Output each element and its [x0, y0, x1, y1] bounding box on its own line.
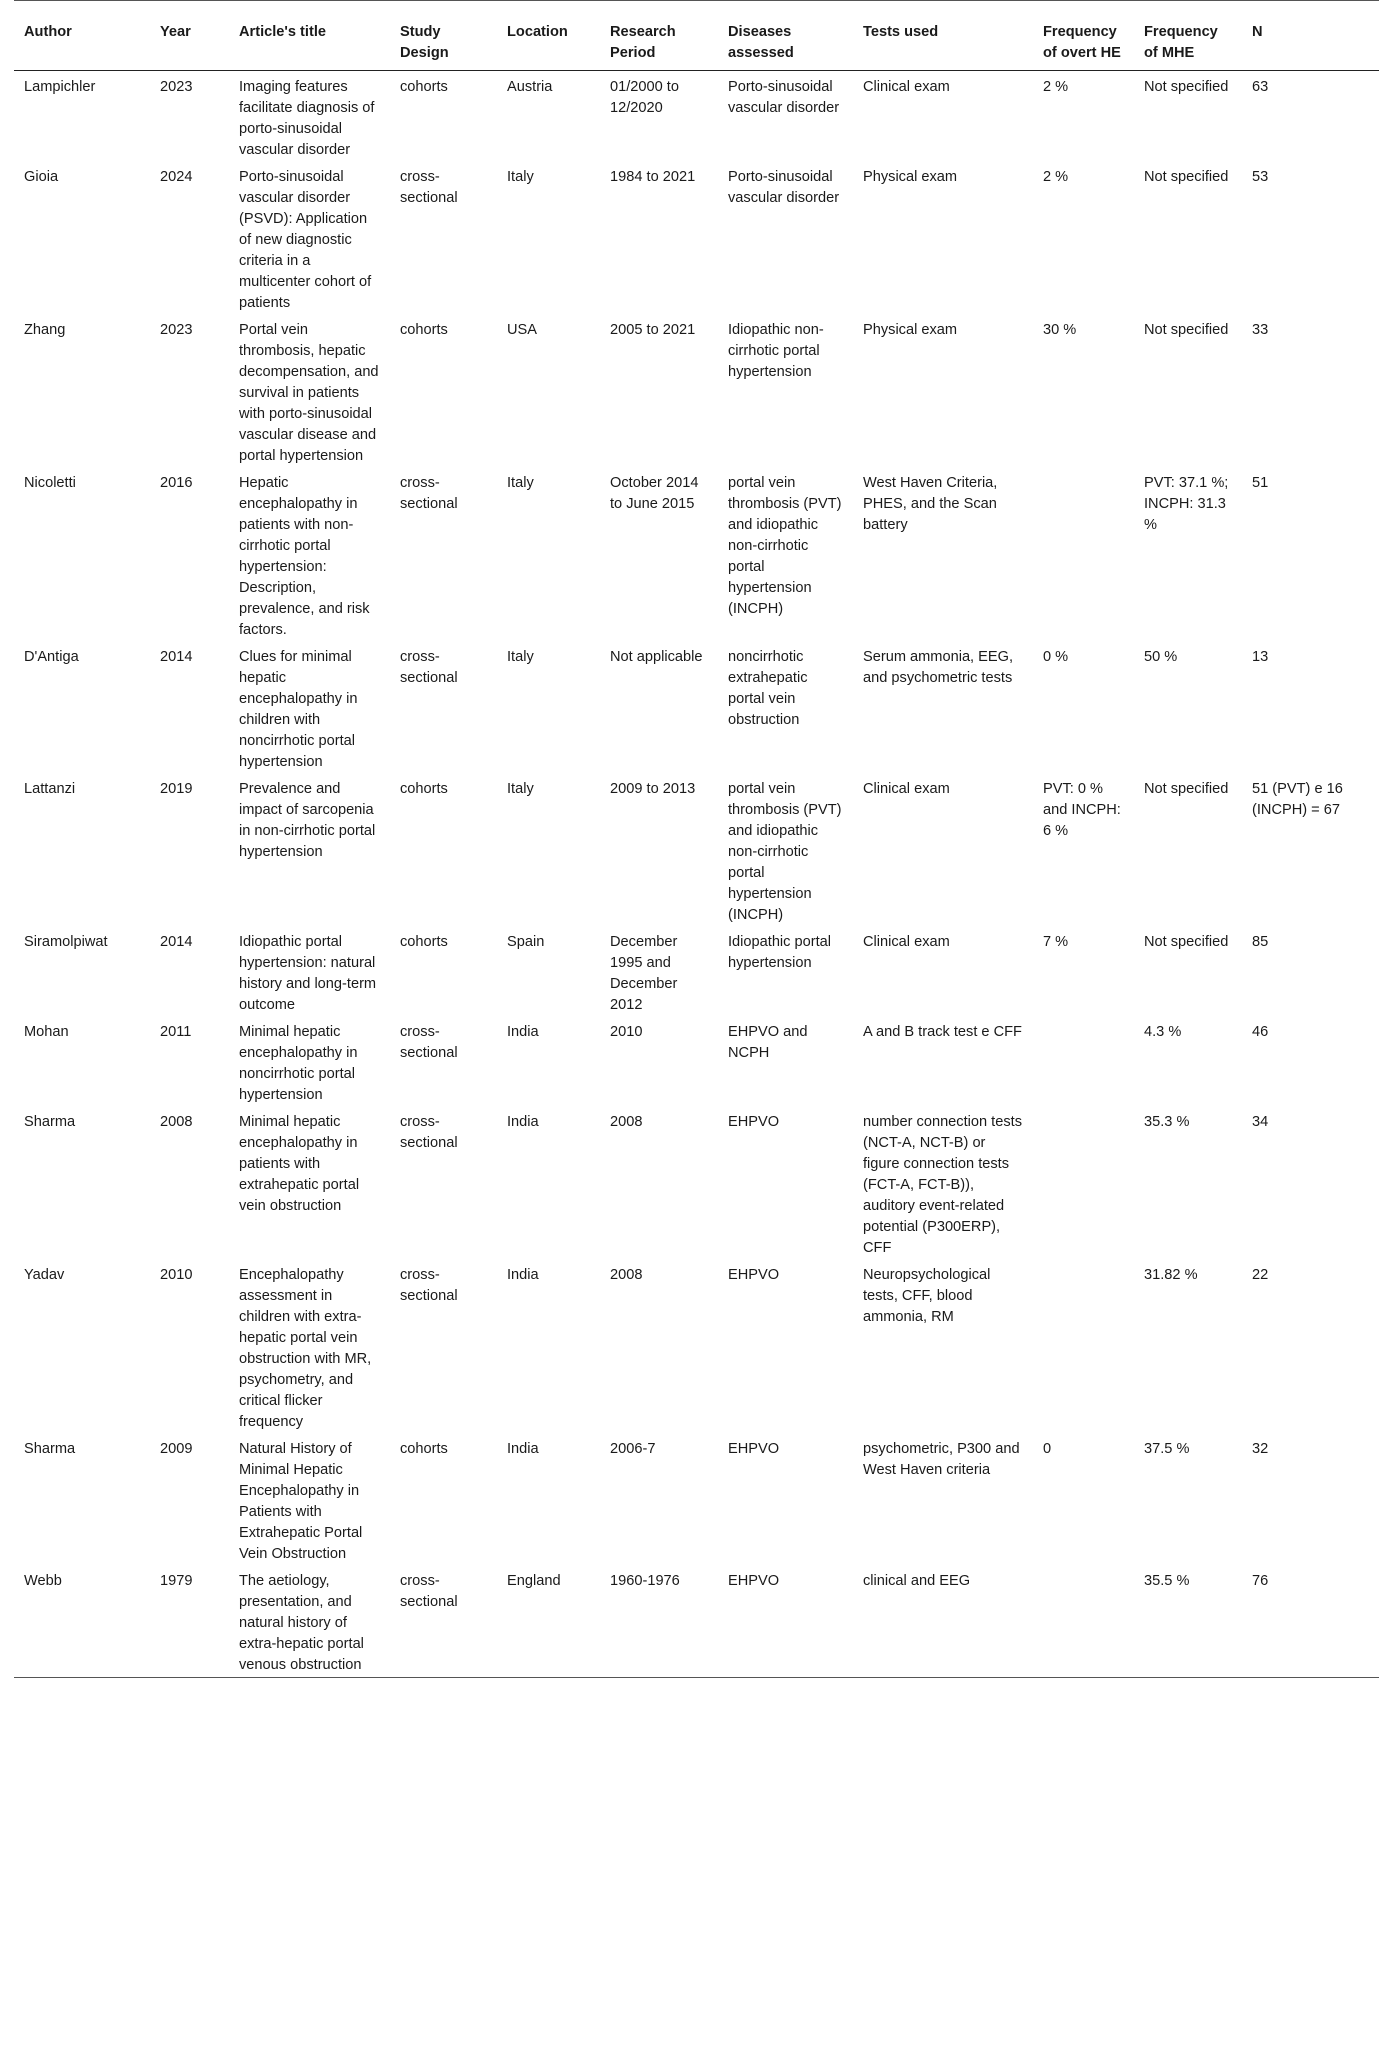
table-row — [14, 468, 1379, 642]
cell-mhe: 35.5 % — [1144, 1573, 1190, 1589]
header-n: N — [1252, 24, 1263, 40]
cell-author: Webb — [24, 1573, 62, 1589]
cell-title: The aetiology, presentation, and natural history of extra-hepatic portal venous obstruction — [239, 1573, 364, 1673]
header-mhe: Frequency of MHE — [1144, 24, 1218, 61]
cell-year: 2019 — [160, 781, 193, 797]
cell-tests: West Haven Criteria, PHES, and the Scan battery — [863, 475, 998, 533]
cell-year: 2014 — [160, 649, 193, 665]
cell-research-period: October 2014 to June 2015 — [610, 475, 699, 512]
cell-location: India — [507, 1441, 539, 1457]
cell-diseases: EHPVO — [728, 1267, 780, 1283]
cell-tests: Clinical exam — [863, 781, 950, 797]
cell-year: 2016 — [160, 475, 193, 491]
cell-study-design: cohorts — [400, 322, 448, 338]
cell-mhe: Not specified — [1144, 322, 1229, 338]
table-row — [14, 315, 1379, 468]
cell-year: 2009 — [160, 1441, 193, 1457]
cell-year: 2024 — [160, 169, 193, 185]
cell-n: 46 — [1252, 1024, 1269, 1040]
cell-overt-he: PVT: 0 % and INCPH: 6 % — [1043, 781, 1121, 839]
cell-research-period: 2006-7 — [610, 1441, 656, 1457]
cell-tests: number connection tests (NCT-A, NCT-B) or figure connection tests (FCT-A, FCT-B)), auditory event-related potential (P300ERP), CFF — [863, 1114, 1022, 1256]
cell-n: 32 — [1252, 1441, 1269, 1457]
cell-n: 33 — [1252, 322, 1269, 338]
cell-research-period: 01/2000 to 12/2020 — [610, 79, 679, 116]
header-diseases: Diseases assessed — [728, 24, 794, 61]
cell-tests: Clinical exam — [863, 79, 950, 95]
cell-year: 2023 — [160, 79, 193, 95]
cell-diseases: portal vein thrombosis (PVT) and idiopathic non-cirrhotic portal hypertension (INCPH) — [728, 781, 842, 923]
cell-research-period: 1960-1976 — [610, 1573, 680, 1589]
cell-study-design: cross-sectional — [400, 1114, 458, 1151]
table-row — [14, 71, 1379, 163]
cell-research-period: 2009 to 2013 — [610, 781, 696, 797]
cell-overt-he — [1033, 1107, 1134, 1260]
cell-research-period: Not applicable — [610, 649, 703, 665]
cell-study-design: cohorts — [400, 934, 448, 950]
cell-title: Natural History of Minimal Hepatic Encephalopathy in Patients with Extrahepatic Portal Vein Obstruction — [239, 1441, 363, 1562]
cell-location: USA — [507, 322, 538, 338]
cell-diseases: Porto-sinusoidal vascular disorder — [728, 169, 840, 206]
cell-research-period: 2005 to 2021 — [610, 322, 696, 338]
table-row — [14, 1434, 1379, 1566]
cell-mhe: Not specified — [1144, 79, 1229, 95]
cell-author: Nicoletti — [24, 475, 76, 491]
cell-n: 51 — [1252, 475, 1269, 491]
header-year: Year — [160, 24, 191, 40]
table-row — [14, 774, 1379, 927]
cell-location: Spain — [507, 934, 545, 950]
cell-location: India — [507, 1024, 539, 1040]
cell-location: Italy — [507, 649, 534, 665]
cell-author: Zhang — [24, 322, 66, 338]
table-row — [14, 927, 1379, 1017]
header-research-period: Research Period — [610, 24, 676, 61]
cell-diseases: portal vein thrombosis (PVT) and idiopathic non-cirrhotic portal hypertension (INCPH) — [728, 475, 842, 617]
cell-year: 2008 — [160, 1114, 193, 1130]
cell-n: 13 — [1252, 649, 1269, 665]
cell-n: 22 — [1252, 1267, 1269, 1283]
cell-diseases: EHPVO — [728, 1114, 780, 1130]
cell-author: Mohan — [24, 1024, 69, 1040]
cell-author: Lattanzi — [24, 781, 76, 797]
cell-diseases: noncirrhotic extrahepatic portal vein obstruction — [728, 649, 808, 728]
cell-overt-he — [1033, 1566, 1134, 1678]
cell-study-design: cross-sectional — [400, 649, 458, 686]
cell-tests: Serum ammonia, EEG, and psychometric tests — [863, 649, 1014, 686]
cell-year: 1979 — [160, 1573, 193, 1589]
cell-research-period: 2008 — [610, 1267, 643, 1283]
studies-table — [14, 0, 1379, 1678]
cell-n: 53 — [1252, 169, 1269, 185]
cell-tests: A and B track test e CFF — [863, 1024, 1022, 1040]
cell-n: 51 (PVT) e 16 (INCPH) = 67 — [1252, 781, 1343, 818]
cell-author: Lampichler — [24, 79, 96, 95]
table-row — [14, 642, 1379, 774]
cell-overt-he: 30 % — [1043, 322, 1077, 338]
cell-title: Minimal hepatic encephalopathy in patients with extrahepatic portal vein obstruction — [239, 1114, 360, 1214]
cell-author: D'Antiga — [24, 649, 79, 665]
header-row — [14, 1, 1379, 71]
cell-overt-he — [1033, 1260, 1134, 1434]
cell-mhe: 37.5 % — [1144, 1441, 1190, 1457]
cell-tests: Physical exam — [863, 169, 958, 185]
cell-diseases: EHPVO — [728, 1573, 780, 1589]
table-row — [14, 1107, 1379, 1260]
cell-location: India — [507, 1114, 539, 1130]
header-tests: Tests used — [863, 24, 939, 40]
cell-overt-he: 2 % — [1043, 79, 1069, 95]
table-row — [14, 1260, 1379, 1434]
cell-diseases: Idiopathic non-cirrhotic portal hypertension — [728, 322, 824, 380]
table-row — [14, 1017, 1379, 1107]
table-row — [14, 162, 1379, 315]
cell-diseases: EHPVO and NCPH — [728, 1024, 808, 1061]
cell-mhe: Not specified — [1144, 781, 1229, 797]
cell-study-design: cross-sectional — [400, 169, 458, 206]
cell-research-period: 2008 — [610, 1114, 643, 1130]
cell-title: Clues for minimal hepatic encephalopathy in children with noncirrhotic portal hypertension — [239, 649, 358, 770]
cell-year: 2023 — [160, 322, 193, 338]
cell-author: Siramolpiwat — [24, 934, 108, 950]
cell-author: Yadav — [24, 1267, 65, 1283]
cell-year: 2014 — [160, 934, 193, 950]
cell-title: Porto-sinusoidal vascular disorder (PSVD): Application of new diagnostic criteria in a multicenter cohort of patients — [239, 169, 372, 311]
cell-overt-he: 2 % — [1043, 169, 1069, 185]
table-body — [14, 71, 1379, 1678]
cell-research-period: 1984 to 2021 — [610, 169, 696, 185]
table-header — [14, 1, 1379, 71]
cell-author: Sharma — [24, 1441, 76, 1457]
header-title: Article's title — [239, 24, 327, 40]
cell-title: Portal vein thrombosis, hepatic decompensation, and survival in patients with porto-sinusoidal vascular disease and portal hypertension — [239, 322, 379, 464]
header-author: Author — [24, 24, 72, 40]
cell-study-design: cross-sectional — [400, 475, 458, 512]
header-study-design: Study Design — [400, 24, 449, 61]
cell-diseases: Idiopathic portal hypertension — [728, 934, 832, 971]
cell-overt-he — [1033, 1017, 1134, 1107]
studies-table-container — [14, 0, 1379, 1678]
table-row — [14, 1566, 1379, 1678]
cell-tests: clinical and EEG — [863, 1573, 971, 1589]
cell-location: India — [507, 1267, 539, 1283]
cell-study-design: cohorts — [400, 1441, 448, 1457]
cell-overt-he — [1033, 468, 1134, 642]
cell-n: 76 — [1252, 1573, 1269, 1589]
header-location: Location — [507, 24, 568, 40]
cell-study-design: cohorts — [400, 79, 448, 95]
cell-research-period: 2010 — [610, 1024, 643, 1040]
cell-author: Gioia — [24, 169, 59, 185]
cell-overt-he: 0 — [1043, 1441, 1052, 1457]
cell-diseases: Porto-sinusoidal vascular disorder — [728, 79, 840, 116]
cell-mhe: Not specified — [1144, 934, 1229, 950]
cell-location: Italy — [507, 781, 534, 797]
cell-mhe: 35.3 % — [1144, 1114, 1190, 1130]
header-overt-he: Frequency of overt HE — [1043, 24, 1121, 61]
cell-year: 2010 — [160, 1267, 193, 1283]
cell-study-design: cohorts — [400, 781, 448, 797]
cell-mhe: Not specified — [1144, 169, 1229, 185]
cell-n: 63 — [1252, 79, 1269, 95]
cell-study-design: cross-sectional — [400, 1024, 458, 1061]
cell-mhe: 4.3 % — [1144, 1024, 1182, 1040]
cell-tests: Physical exam — [863, 322, 958, 338]
cell-tests: Clinical exam — [863, 934, 950, 950]
cell-title: Encephalopathy assessment in children with extra-hepatic portal vein obstruction with MR, psychometry, and critical flicker frequency — [239, 1267, 372, 1430]
cell-tests: psychometric, P300 and West Haven criteria — [863, 1441, 1020, 1478]
cell-year: 2011 — [160, 1024, 192, 1040]
cell-tests: Neuropsychological tests, CFF, blood ammonia, RM — [863, 1267, 991, 1325]
cell-study-design: cross-sectional — [400, 1573, 458, 1610]
cell-location: Austria — [507, 79, 553, 95]
cell-mhe: 31.82 % — [1144, 1267, 1198, 1283]
cell-title: Imaging features facilitate diagnosis of porto-sinusoidal vascular disorder — [239, 79, 375, 158]
cell-title: Hepatic encephalopathy in patients with non-cirrhotic portal hypertension: Description, prevalence, and risk factors. — [239, 475, 370, 638]
cell-overt-he: 0 % — [1043, 649, 1069, 665]
cell-title: Idiopathic portal hypertension: natural history and long-term outcome — [239, 934, 377, 1013]
cell-author: Sharma — [24, 1114, 76, 1130]
cell-title: Minimal hepatic encephalopathy in noncirrhotic portal hypertension — [239, 1024, 358, 1103]
cell-n: 85 — [1252, 934, 1269, 950]
cell-research-period: December 1995 and December 2012 — [610, 934, 678, 1013]
cell-location: England — [507, 1573, 561, 1589]
cell-location: Italy — [507, 169, 534, 185]
cell-study-design: cross-sectional — [400, 1267, 458, 1304]
cell-n: 34 — [1252, 1114, 1269, 1130]
cell-title: Prevalence and impact of sarcopenia in non-cirrhotic portal hypertension — [239, 781, 376, 860]
cell-location: Italy — [507, 475, 534, 491]
cell-overt-he: 7 % — [1043, 934, 1069, 950]
cell-mhe: PVT: 37.1 %; INCPH: 31.3 % — [1144, 475, 1229, 533]
cell-mhe: 50 % — [1144, 649, 1178, 665]
cell-diseases: EHPVO — [728, 1441, 780, 1457]
